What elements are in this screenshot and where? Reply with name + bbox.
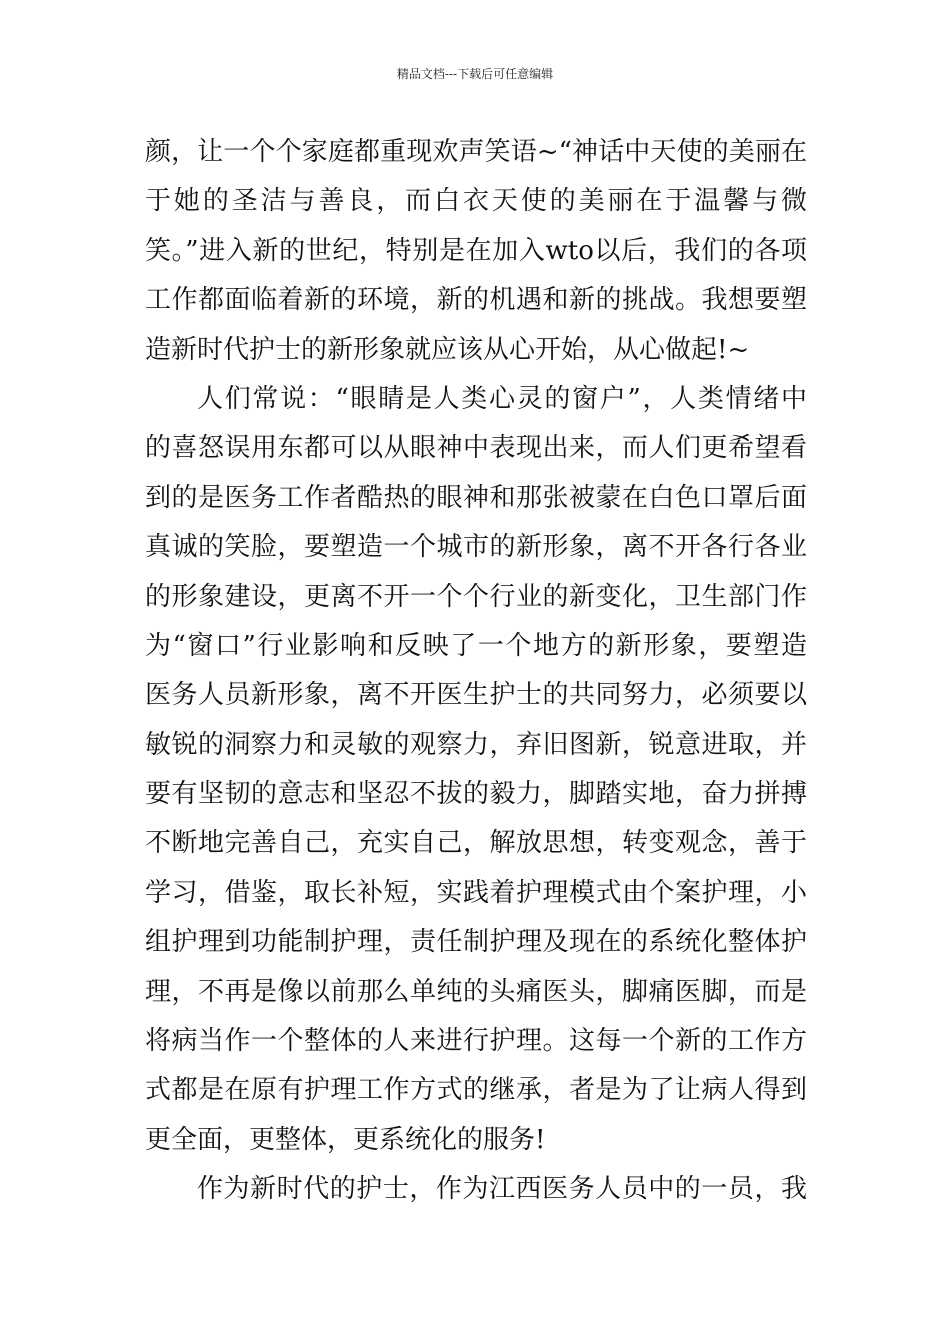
text-line: 笑。”进入新的世纪，特别是在加入wto以后，我们的各项 (145, 235, 807, 266)
text-line: 学习，借鉴，取长补短，实践着护理模式由个案护理，小 (145, 877, 807, 908)
text-line: 要有坚韧的意志和坚忍不拔的毅力，脚踏实地，奋力拼搏 (145, 779, 807, 810)
text-line: 到的是医务工作者酷热的眼神和那张被蒙在白色口罩后面 (145, 482, 807, 513)
text-line: 工作都面临着新的环境，新的机遇和新的挑战。我想要塑 (145, 285, 807, 316)
text-line: 理，不再是像以前那么单纯的头痛医头，脚痛医脚，而是 (145, 976, 807, 1007)
text-line: 敏锐的洞察力和灵敏的观察力，弃旧图新，锐意进取，并 (145, 729, 807, 760)
text-line: 的喜怒误用东都可以从眼神中表现出来，而人们更希望看 (145, 433, 807, 464)
text-line: 的形象建设，更离不开一个个行业的新变化，卫生部门作 (145, 581, 807, 612)
text-line: 式都是在原有护理工作方式的继承，者是为了让病人得到 (145, 1075, 807, 1106)
document-body (145, 128, 807, 1215)
page-header: 精品文档---下载后可任意编辑 (396, 67, 554, 81)
text-line: 不断地完善自己，充实自己，解放思想，转变观念，善于 (145, 828, 807, 859)
paragraph-first-line: 人们常说：“眼睛是人类心灵的窗户”，人类情绪中 (197, 383, 807, 414)
text-line: 为“窗口”行业影响和反映了一个地方的新形象，要塑造 (145, 630, 807, 661)
text-line: 组护理到功能制护理，责任制护理及现在的系统化整体护 (145, 927, 807, 958)
text-line: 造新时代护士的新形象就应该从心开始，从心做起!~ (145, 334, 750, 365)
text-line: 真诚的笑脸，要塑造一个城市的新形象，离不开各行各业 (145, 532, 807, 563)
text-line: 更全面，更整体，更系统化的服务! (145, 1124, 546, 1155)
paragraph-first-line: 作为新时代的护士，作为江西医务人员中的一员，我 (197, 1174, 807, 1205)
text-line: 于她的圣洁与善良，而白衣天使的美丽在于温馨与微 (145, 186, 807, 217)
text-line: 颜，让一个个家庭都重现欢声笑语~“神话中天使的美丽在 (145, 137, 807, 167)
text-line: 将病当作一个整体的人来进行护理。这每一个新的工作方 (145, 1026, 807, 1057)
text-line: 医务人员新形象，离不开医生护士的共同努力，必须要以 (145, 680, 807, 711)
